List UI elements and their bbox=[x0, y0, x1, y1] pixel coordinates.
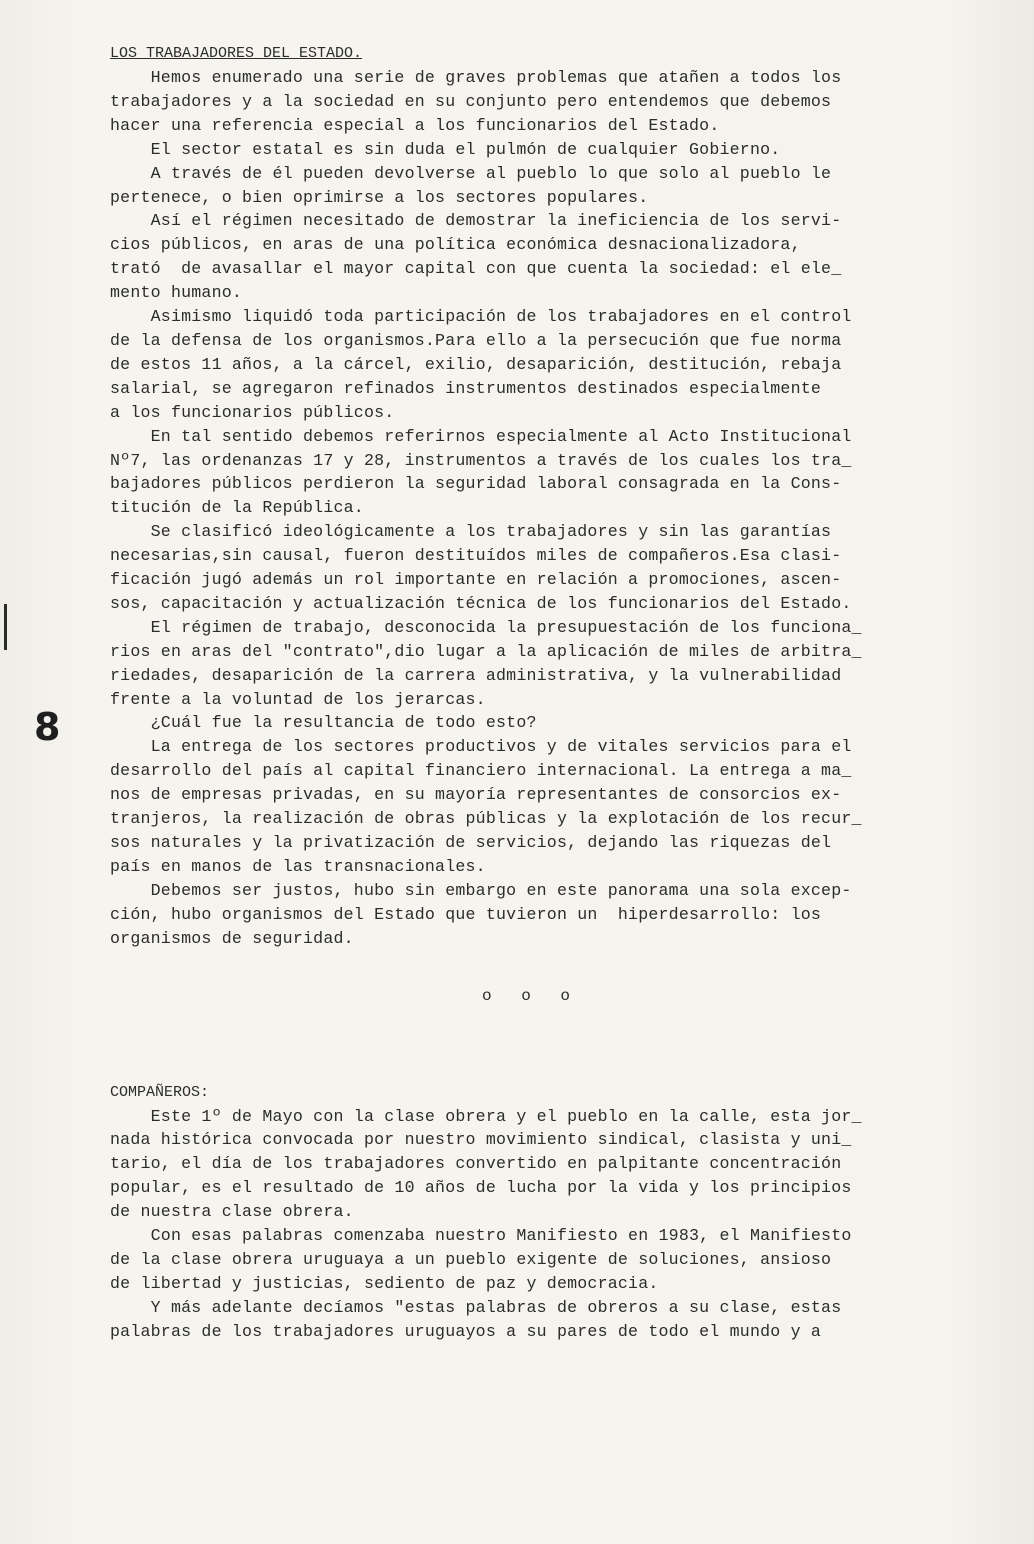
section-heading-companeros: COMPAÑEROS: bbox=[110, 1083, 210, 1101]
text-line: sos naturales y la privatización de servicios, dejando las riquezas del bbox=[110, 833, 832, 852]
text-line: Con esas palabras comenzaba nuestro Manifiesto en 1983, el Manifiesto bbox=[110, 1226, 852, 1246]
text-line: Se clasificó ideológicamente a los trabajadores y sin las garantías bbox=[110, 522, 832, 542]
text-line: mento humano. bbox=[110, 283, 243, 303]
text-line: Así el régimen necesitado de demostrar la ineficiencia de los servi- bbox=[110, 211, 842, 231]
text-line: ción, hubo organismos del Estado que tuvieron un hiperdesarrollo: los bbox=[110, 904, 822, 924]
document-body bbox=[110, 42, 990, 1344]
text-line: nos de empresas privadas, en su mayoría representantes de consorcios ex- bbox=[110, 785, 842, 805]
text-line: El régimen de trabajo, desconocida la presupuestación de los funciona_ bbox=[110, 617, 862, 637]
text-line: sos, capacitación y actualización técnica de los funcionarios del Estado. bbox=[110, 593, 852, 613]
text-line: tranjeros, la realización de obras públicas y la explotación de los recur_ bbox=[110, 809, 862, 829]
text-line: Debemos ser justos, hubo sin embargo en este panorama una sola excep- bbox=[110, 880, 852, 900]
text-line: necesarias,sin causal, fueron destituídos miles de compañeros.Esa clasi- bbox=[110, 546, 842, 566]
section-separator bbox=[110, 951, 990, 1013]
text-line: El sector estatal es sin duda el pulmón de cualquier Gobierno. bbox=[110, 139, 781, 159]
margin-mark bbox=[4, 604, 7, 650]
separator-dots: o o o bbox=[482, 986, 581, 1005]
text-line: Este 1º de Mayo con la clase obrera y el pueblo en la calle, esta jor_ bbox=[110, 1106, 862, 1126]
spacer bbox=[110, 1013, 990, 1081]
section-heading-trabajadores: LOS TRABAJADORES DEL ESTADO. bbox=[110, 45, 363, 62]
text-line: cios públicos, en aras de una política económica desnacionalizadora, bbox=[110, 235, 801, 255]
text-line: trabajadores y a la sociedad en su conjunto pero entendemos que debemos bbox=[110, 91, 832, 111]
text-line: desarrollo del país al capital financiero internacional. La entrega a ma_ bbox=[110, 761, 852, 781]
text-line: En tal sentido debemos referirnos especialmente al Acto Institucional bbox=[110, 426, 852, 446]
text-line: de la defensa de los organismos.Para ello a la persecución que fue norma bbox=[110, 330, 842, 350]
text-line: A través de él pueden devolverse al pueblo lo que solo al pueblo le bbox=[110, 163, 832, 183]
text-line: hacer una referencia especial a los funcionarios del Estado. bbox=[110, 115, 720, 135]
text-line: palabras de los trabajadores uruguayos a su pares de todo el mundo y a bbox=[110, 1321, 822, 1341]
text-line: riedades, desaparición de la carrera administrativa, y la vulnerabilidad bbox=[110, 665, 842, 685]
text-line: titución de la República. bbox=[110, 498, 364, 518]
text-line: organismos de seguridad. bbox=[110, 928, 354, 948]
text-line: nada histórica convocada por nuestro movimiento sindical, clasista y uni_ bbox=[110, 1130, 852, 1150]
text-line: trató de avasallar el mayor capital con que cuenta la sociedad: el ele_ bbox=[110, 259, 842, 279]
text-line: popular, es el resultado de 10 años de lucha por la vida y los principios bbox=[110, 1178, 852, 1198]
text-line: rios en aras del "contrato",dio lugar a la aplicación de miles de arbitra_ bbox=[110, 641, 862, 661]
text-line: Asimismo liquidó toda participación de los trabajadores en el control bbox=[110, 307, 852, 327]
text-line: ficación jugó además un rol importante en relación a promociones, ascen- bbox=[110, 570, 842, 590]
text-line: ¿Cuál fue la resultancia de todo esto? bbox=[110, 713, 537, 733]
text-line: a los funcionarios públicos. bbox=[110, 402, 395, 422]
text-line: de libertad y justicias, sediento de paz y democracia. bbox=[110, 1273, 659, 1293]
text-line: Y más adelante decíamos "estas palabras de obreros a su clase, estas bbox=[110, 1297, 842, 1317]
text-line: La entrega de los sectores productivos y de vitales servicios para el bbox=[110, 737, 852, 757]
page-number: 8 bbox=[34, 705, 61, 749]
text-line: salarial, se agregaron refinados instrumentos destinados especialmente bbox=[110, 378, 822, 398]
text-line: frente a la voluntad de los jerarcas. bbox=[110, 689, 486, 709]
text-line: Nº7, las ordenanzas 17 y 28, instrumentos a través de los cuales los tra_ bbox=[110, 450, 852, 470]
section1-paragraphs bbox=[110, 66, 990, 951]
text-line: pertenece, o bien oprimirse a los sectores populares. bbox=[110, 187, 649, 207]
text-line: Hemos enumerado una serie de graves problemas que atañen a todos los bbox=[110, 68, 842, 87]
text-line: país en manos de las transnacionales. bbox=[110, 856, 486, 876]
text-line: de la clase obrera uruguaya a un pueblo exigente de soluciones, ansioso bbox=[110, 1249, 832, 1269]
section2-paragraphs bbox=[110, 1105, 990, 1344]
text-line: de nuestra clase obrera. bbox=[110, 1202, 354, 1222]
text-line: de estos 11 años, a la cárcel, exilio, desaparición, destitución, rebaja bbox=[110, 354, 842, 374]
text-line: tario, el día de los trabajadores convertido en palpitante concentración bbox=[110, 1154, 842, 1174]
text-line: bajadores públicos perdieron la seguridad laboral consagrada en la Cons- bbox=[110, 474, 842, 494]
